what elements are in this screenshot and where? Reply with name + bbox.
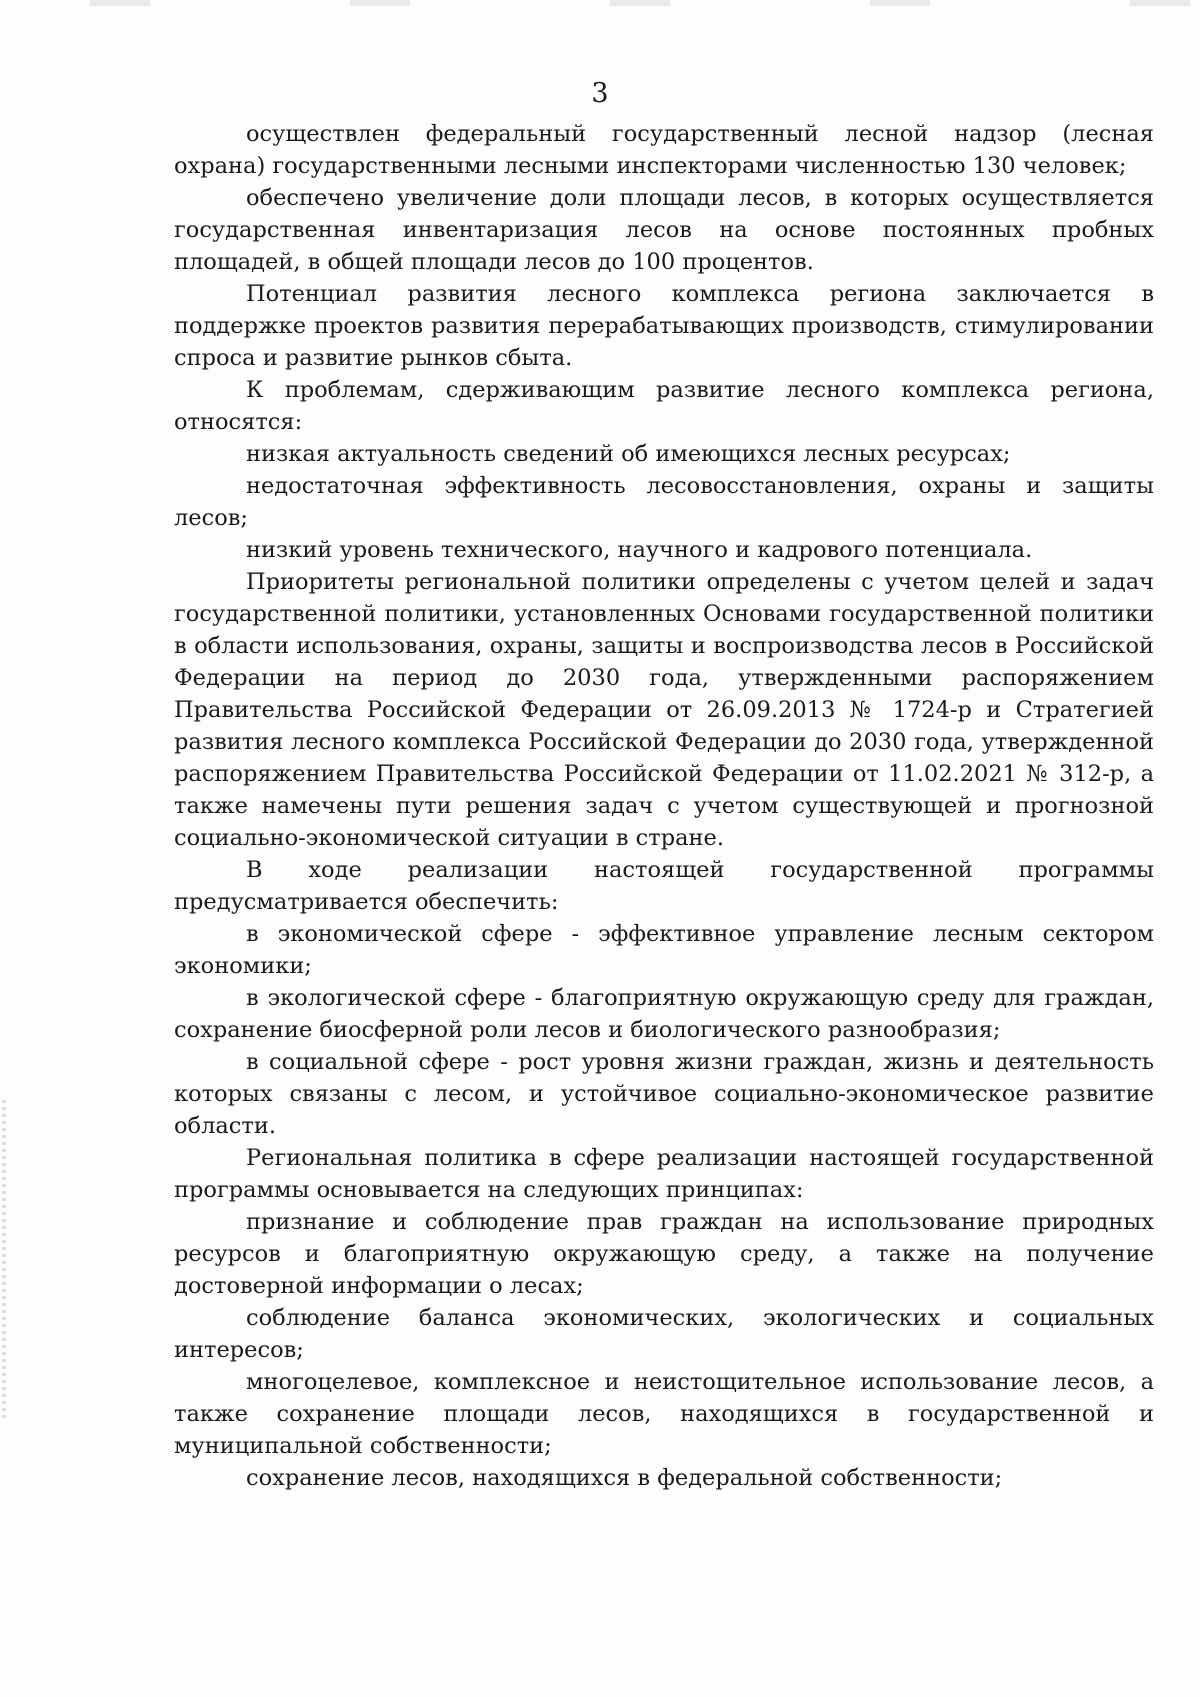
scan-artifact-edge	[2, 1100, 6, 1420]
paragraph: Приоритеты региональной политики определены с учетом целей и задач государственной политики, установленных Основами государственной политики в области использования, охраны, защиты и воспроизводства лесов в Российской Федерации на период до 2030 года, утвержденными распоряжением Правительства Российской Федерации от 26.09.2013 № 1724-р и Стратегией развития лесного комплекса Российской Федерации до 2030 года, утвержденной распоряжением Правительства Российской Федерации от 11.02.2021 № 312-р, а также намечены пути решения задач с учетом существующей и прогнозной социально-экономической ситуации в стране.	[174, 569, 1154, 851]
paragraph: в социальной сфере - рост уровня жизни граждан, жизнь и деятельность которых связаны с лесом, и устойчивое социально-экономическое развитие области.	[174, 1049, 1154, 1139]
paragraph: в экономической сфере - эффективное управление лесным сектором экономики;	[174, 921, 1154, 979]
paragraph: низкая актуальность сведений об имеющихся лесных ресурсах;	[246, 441, 1011, 467]
paragraph: низкий уровень технического, научного и кадрового потенциала.	[246, 537, 1033, 563]
paragraph: обеспечено увеличение доли площади лесов, в которых осуществляется государственная инвентаризация лесов на основе постоянных пробных площадей, в общей площади лесов до 100 процентов.	[174, 185, 1154, 275]
paragraph: К проблемам, сдерживающим развитие лесного комплекса региона, относятся:	[174, 377, 1154, 435]
paragraph: признание и соблюдение прав граждан на использование природных ресурсов и благоприятную окружающую среду, а также на получение достоверной информации о лесах;	[174, 1209, 1154, 1299]
document-body	[174, 118, 1154, 1494]
paragraph: в экологической сфере - благоприятную окружающую среду для граждан, сохранение биосферной роли лесов и биологического разнообразия;	[174, 985, 1154, 1043]
paragraph: сохранение лесов, находящихся в федеральной собственности;	[246, 1465, 1003, 1491]
paragraph: осуществлен федеральный государственный лесной надзор (лесная охрана) государственными лесными инспекторами численностью 130 человек;	[174, 121, 1154, 179]
paragraph: Региональная политика в сфере реализации настоящей государственной программы основывается на следующих принципах:	[174, 1145, 1154, 1203]
scan-artifact-top	[0, 0, 1200, 6]
paragraph: В ходе реализации настоящей государственной программы предусматривается обеспечить:	[174, 857, 1154, 915]
paragraph: недостаточная эффективность лесовосстановления, охраны и защиты лесов;	[174, 473, 1154, 531]
paragraph: Потенциал развития лесного комплекса региона заключается в поддержке проектов развития перерабатывающих производств, стимулировании спроса и развитие рынков сбыта.	[174, 281, 1154, 371]
page-number: 3	[591, 78, 609, 109]
paragraph: соблюдение баланса экономических, экологических и социальных интересов;	[174, 1305, 1154, 1363]
paragraph: многоцелевое, комплексное и неистощительное использование лесов, а также сохранение площади лесов, находящихся в государственной и муниципальной собственности;	[174, 1369, 1154, 1459]
